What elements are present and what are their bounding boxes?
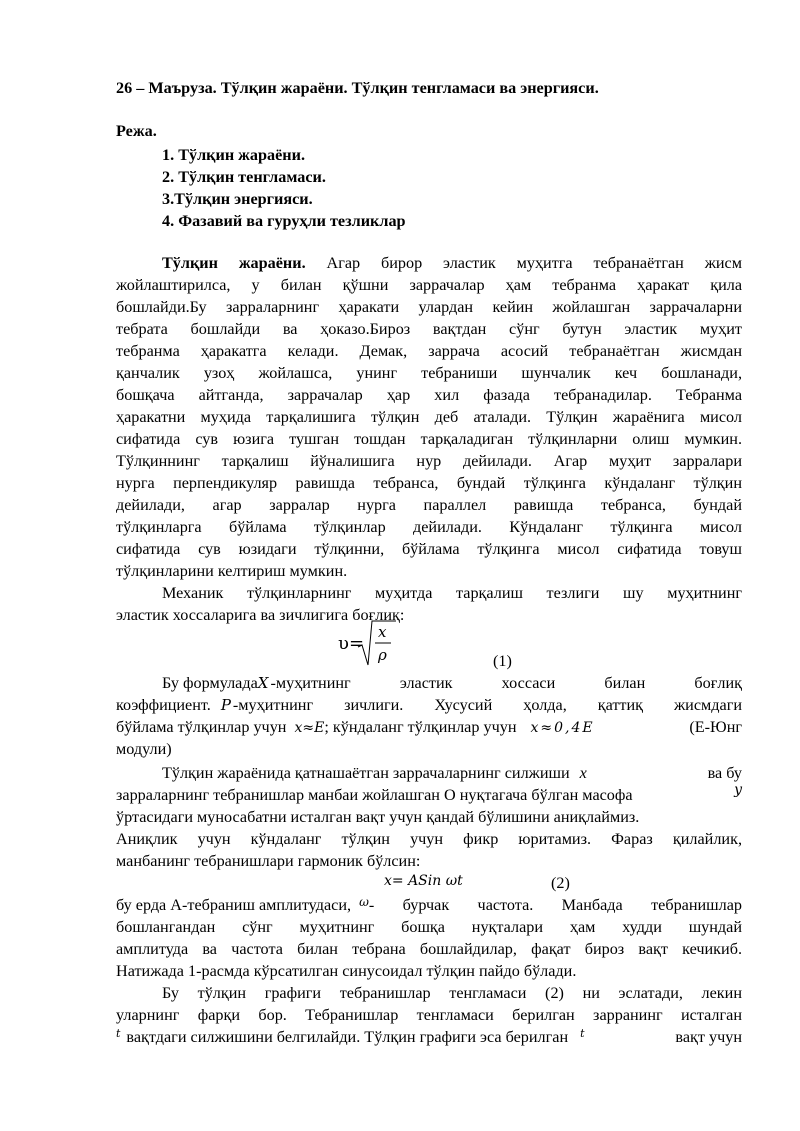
plan-item-2: 2. Тўлқин тенгламаси. bbox=[162, 168, 326, 186]
para1-last-line: тўлқинларини келтириш мумкин. bbox=[116, 562, 348, 580]
para6-line-1: Бу тўлқин графиги тебранишлар тенгламаси (2) ни эслатади, лекин bbox=[162, 984, 742, 1002]
para1-line: тебранма ҳаракатга келади. Демак, заррача асосий тебранаётган жисмдан bbox=[116, 342, 742, 360]
para5-line-2: бошлангандан сўнг муҳитнинг бошқа нуқталари ҳам худди шундай bbox=[116, 918, 742, 936]
formula-1-number: (1) bbox=[493, 652, 512, 670]
para1-line: бошлайди.Бу зарраларнинг ҳаракати улардан кейин жойлашган заррачаларни bbox=[116, 298, 742, 316]
para6-line-3 bbox=[116, 1027, 742, 1049]
para3-text: ; кўндаланг тўлқинлар учун bbox=[324, 718, 517, 736]
para4-line-3: ўртасидаги муносабатни исталган вақт учун қандай бўлишини аниқлаймиз. bbox=[116, 808, 640, 826]
para1-line: дейилади, агар зарралар нурга параллел равишда тебранса, бундай bbox=[116, 496, 742, 514]
para1-line: сифатида сув юзидаги тўлқинни, бўйлама тўлқинга мисол сифатида товуш bbox=[116, 540, 742, 558]
para5-line-3: амплитуда ва частота билан тебрана бошлайдилар, фақат бироз вақт кечикиб. bbox=[116, 940, 742, 958]
para4-line-4: Аниқлик учун кўндаланг тўлқин учун фикр юритамиз. Фараз қилайлик, bbox=[116, 830, 742, 848]
formula-1-denominator: ρ bbox=[378, 646, 387, 664]
para5-text: - бурчак частота. Манбада тебранишлар bbox=[368, 896, 742, 914]
para1-line: сифатида сув юзига тушган тошдан тарқаладиган тўлқинларни олиш мумкин. bbox=[116, 430, 742, 448]
para1-line-1-rest: Агар бирор эластик муҳитга тебранаётган жисм bbox=[305, 254, 742, 272]
plan-item-3: 3.Тўлқин энергияси. bbox=[162, 190, 313, 208]
para4-line-2 bbox=[116, 782, 742, 806]
formula-1-lhs: υ= bbox=[338, 633, 365, 654]
para4-line-1 bbox=[162, 763, 742, 783]
para3-line-2 bbox=[116, 695, 742, 715]
para1-lead: Тўлқин жараёни. bbox=[162, 254, 306, 272]
para4-text: ва бу bbox=[707, 764, 742, 782]
formula-1 bbox=[338, 617, 408, 669]
para3-line-1 bbox=[162, 673, 742, 693]
para1-line: жойлаштирилса, у билан қўшни заррачалар ҳам тебранма ҳаракат қила bbox=[116, 276, 742, 294]
expression-x-approx-e: x≈E bbox=[294, 720, 325, 736]
para1-line: бошқача айтганда, заррачалар ҳар хил фазада тебранадилар. Тебранма bbox=[116, 386, 742, 404]
sqrt-sign bbox=[338, 617, 408, 669]
plan-heading: Режа. bbox=[116, 122, 157, 140]
para3-text: (Е-Юнг bbox=[689, 718, 742, 736]
para5-line-1 bbox=[116, 895, 742, 916]
para3-text: коэффициент. bbox=[116, 696, 211, 714]
para3-line-3 bbox=[116, 717, 742, 738]
symbol-y: y bbox=[734, 782, 742, 798]
symbol-x: X bbox=[257, 674, 269, 692]
symbol-x: x bbox=[579, 764, 587, 782]
symbol-rho: P bbox=[220, 696, 231, 714]
para1-line: қанчалик узоҳ жойлашса, унинг тебраниши шунчалик кеч бошланади, bbox=[116, 364, 742, 382]
para2-line-2: эластик хоссаларига ва зичлигига боғлиқ: bbox=[116, 606, 405, 624]
para3-text: бўйлама тўлқинлар учун bbox=[116, 718, 287, 736]
para3-text: -муҳитнинг зичлиги. Хусусий ҳолда, қаттиқ жисмдаги bbox=[232, 696, 742, 714]
para4-text: зарраларнинг тебранишлар манбаи жойлашган О нуқтагача бўлган масофа bbox=[116, 786, 633, 804]
para1-line-1 bbox=[162, 253, 742, 273]
formula-2: x= ASin ωt bbox=[384, 873, 463, 889]
para3-text: Бу формулада bbox=[162, 674, 258, 692]
para1-line: тебрата бошлайди ва ҳоказо.Бироз вақтдан сўнг бутун эластик муҳит bbox=[116, 320, 742, 338]
para6-line-2: уларнинг фарқи бор. Тебранишлар тенгламаси берилган зарранинг исталган bbox=[116, 1006, 742, 1024]
plan-item-4: 4. Фазавий ва гуруҳли тезликлар bbox=[162, 212, 406, 230]
symbol-omega: ω bbox=[359, 895, 369, 909]
para5-text: бу ерда А-тебраниш амплитудаси, bbox=[116, 896, 352, 914]
para1-line: ҳаракатни муҳида тарқалишига тўлқин деб аталади. Тўлқин жараёнига мисол bbox=[116, 408, 742, 426]
para3-line-4: модули) bbox=[116, 740, 172, 758]
para1-line: Тўлқиннинг тарқалиш йўналишига нур дейилади. Агар муҳит зарралари bbox=[116, 452, 742, 470]
symbol-t: t bbox=[116, 1027, 121, 1040]
expression-x-approx-04e: x≈0,4E bbox=[530, 720, 595, 736]
symbol-t: t bbox=[580, 1027, 585, 1040]
para4-text: Тўлқин жараёнида қатнашаётган заррачаларнинг силжиши bbox=[162, 764, 570, 782]
formula-2-number: (2) bbox=[551, 874, 570, 892]
para6-text: вақт учун bbox=[675, 1028, 742, 1046]
plan-item-1: 1. Тўлқин жараёни. bbox=[162, 146, 306, 164]
para6-text: вақтдаги силжишини белгилайди. Тўлқин графиги эса берилган bbox=[126, 1028, 569, 1046]
formula-1-numerator: x bbox=[378, 623, 387, 641]
para1-line: нурга перпендикуляр равишда тебранса, бундай тўлқинга кўндаланг тўлқин bbox=[116, 474, 742, 492]
para4-line-5: манбанинг тебранишлари гармоник бўлсин: bbox=[116, 852, 421, 870]
para1-line: тўлқинларга бўйлама тўлқинлар дейилади. Кўндаланг тўлқинга мисол bbox=[116, 518, 742, 536]
para2-line-1: Механик тўлқинларнинг муҳитда тарқалиш тезлиги шу муҳитнинг bbox=[162, 584, 742, 602]
para5-line-4: Натижада 1-расмда кўрсатилган синусоидал тўлқин пайдо бўлади. bbox=[116, 962, 577, 980]
page-title: 26 – Маъруза. Тўлқин жараёни. Тўлқин тенгламаси ва энергияси. bbox=[116, 79, 599, 97]
para3-text: -муҳитнинг эластик хоссаси билан боғлиқ bbox=[270, 674, 742, 692]
